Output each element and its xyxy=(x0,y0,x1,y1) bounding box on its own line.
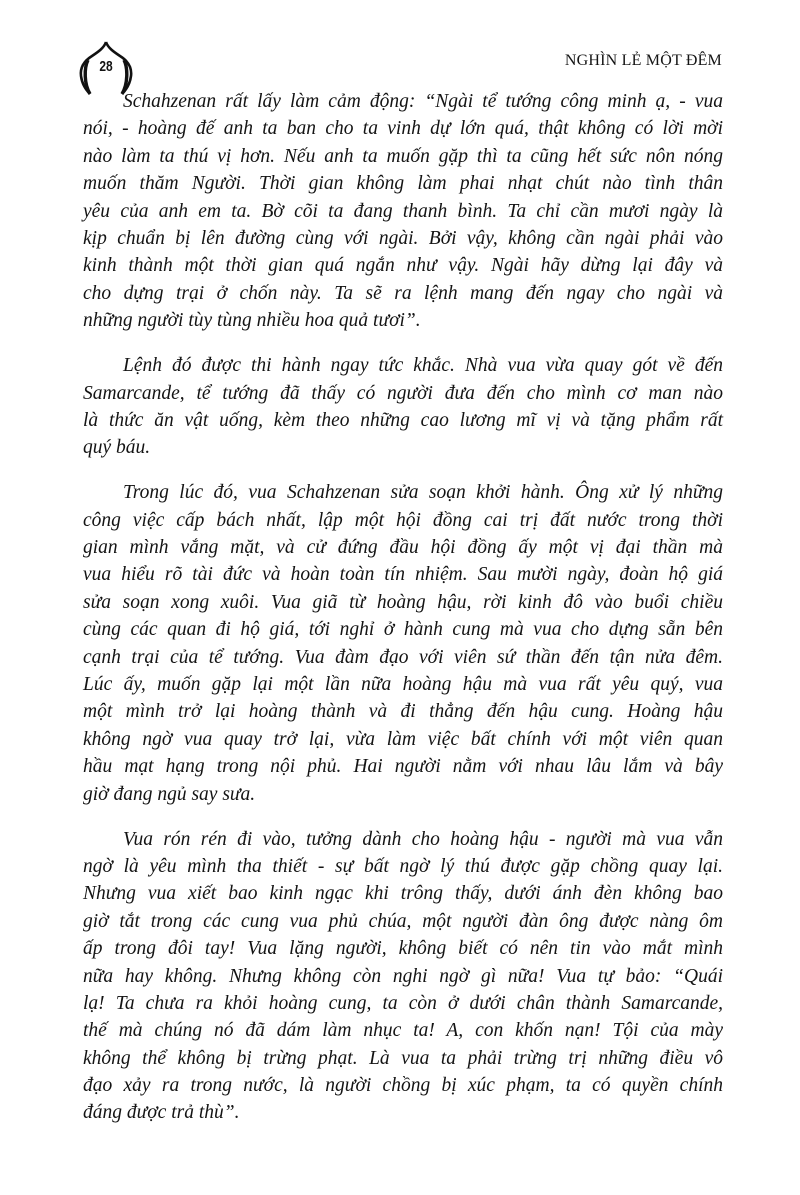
text-line: Lệnh đó được thi hành ngay tức khắc. Nhà vua vừa quay gót về đến xyxy=(123,355,723,377)
body-text xyxy=(83,88,723,1144)
text-line: là thức ăn vật uống, kèm theo những cao lương mĩ vị và tặng phẩm rất xyxy=(83,409,723,431)
text-line: Samarcande, tể tướng đã thấy có người đưa đến cho mình cơ man nào xyxy=(83,382,723,404)
text-line: kịp chuẩn bị lên đường cùng với ngài. Bởi vậy, không cần ngài phải vào xyxy=(83,227,723,249)
text-line: Nhưng vua xiết bao kinh ngạc khi trông thấy, dưới ánh đèn không bao xyxy=(83,883,723,905)
paragraph xyxy=(83,88,723,335)
text-line: hầu mạt hạng trong nội phủ. Hai người nằm với nhau lâu lắm và bây xyxy=(83,756,723,778)
text-line: yêu của anh em ta. Bờ cõi ta đang thanh bình. Ta chỉ cần mươi ngày là xyxy=(83,200,723,222)
text-line: lạ! Ta chưa ra khỏi hoàng cung, ta còn ở dưới chân thành Samarcande, xyxy=(83,992,723,1014)
text-line: Vua rón rén đi vào, tưởng dành cho hoàng hậu - người mà vua vẫn xyxy=(123,828,723,850)
text-line: cùng các quan đi hộ giá, tới nghỉ ở hành cung mà vua cho dựng sẵn bên xyxy=(83,619,723,641)
text-line: một mình trở lại hoàng thành và đi thẳng đến hậu cung. Hoàng hậu xyxy=(83,701,723,723)
text-line: cho dựng trại ở chốn này. Ta sẽ ra lệnh mang đến ngay cho ngài và xyxy=(83,282,723,304)
paragraph xyxy=(83,826,723,1127)
text-line: vua hiểu rõ tài đức và hoàn toàn tín nhiệm. Sau mười ngày, đoàn hộ giá xyxy=(83,564,723,586)
page-number: 28 xyxy=(99,58,113,75)
text-line: giờ tắt trong các cung vua phủ chúa, một người đàn ông được nàng ôm xyxy=(83,910,723,932)
text-line: ấp trong đôi tay! Vua lặng người, không biết có nên tin vào mắt mình xyxy=(83,938,723,960)
paragraph xyxy=(83,479,723,808)
text-line: nào làm ta thú vị hơn. Nếu anh ta muốn gặp thì ta cũng hết sức nôn nóng xyxy=(83,145,723,167)
text-line: đạo xảy ra trong nước, là người chồng bị xúc phạm, ta có quyền chính xyxy=(83,1075,723,1097)
text-line: gian mình vắng mặt, và cử đứng đầu hội đồng ấy một vị đại thần mà xyxy=(83,537,723,559)
text-line: những người tùy tùng nhiều hoa quả tươi”. xyxy=(83,310,421,332)
text-line: muốn thăm Người. Thời gian không làm phai nhạt chút nào tình thân xyxy=(83,173,723,195)
text-line: đáng được trả thù”. xyxy=(83,1102,240,1124)
text-line: giờ đang ngủ say sưa. xyxy=(83,783,256,805)
text-line: sửa soạn xong xuôi. Vua giã từ hoàng hậu, rời kinh đô vào buổi chiều xyxy=(83,591,723,613)
text-line: nữa hay không. Nhưng không còn nghi ngờ gì nữa! Vua tự bảo: “Quái xyxy=(83,965,723,987)
paragraph xyxy=(83,352,723,462)
running-title: NGHÌN LẺ MỘT ĐÊM xyxy=(564,52,722,69)
text-line: Trong lúc đó, vua Schahzenan sửa soạn khởi hành. Ông xử lý những xyxy=(123,482,723,504)
text-line: kinh thành một thời gian quá ngắn như vậy. Ngài hãy dừng lại đây và xyxy=(83,255,723,277)
text-line: không thể không bị trừng phạt. Là vua ta phải trừng trị những điều vô xyxy=(83,1047,723,1069)
text-line: ngờ là yêu mình tha thiết - sự bất ngờ lý thú được gặp chồng quay lại. xyxy=(83,855,723,877)
text-line: Lúc ấy, muốn gặp lại một lần nữa hoàng hậu mà vua rất yêu quý, vua xyxy=(83,674,723,695)
text-line: cạnh trại của tể tướng. Vua đàm đạo với viên sứ thần đến tận nửa đêm. xyxy=(83,646,723,668)
text-line: thế mà chúng nó đã dám làm nhục ta! A, con khốn nạn! Tội của mày xyxy=(83,1020,723,1042)
text-line: công việc cấp bách nhất, lập một hội đồng cai trị đất nước trong thời xyxy=(83,509,723,531)
text-line: không ngờ vua quay trở lại, vừa làm việc bất chính với một viên quan xyxy=(83,728,723,750)
text-line: nói, - hoàng đế anh ta ban cho ta vinh dự lớn quá, thật không có lời mời xyxy=(83,118,723,140)
text-line: Schahzenan rất lấy làm cảm động: “Ngài tể tướng công minh ạ, - vua xyxy=(123,91,723,112)
text-line: quý báu. xyxy=(83,437,151,459)
